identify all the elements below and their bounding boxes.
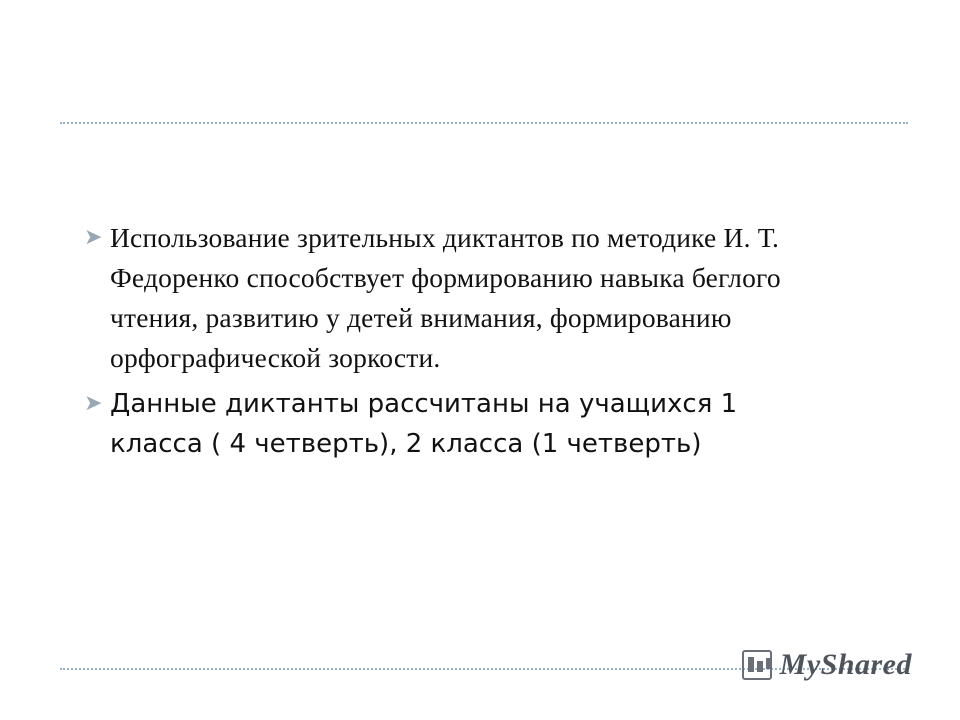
list-item [84,218,884,378]
bullet-arrow-icon: ➤ [84,391,103,416]
list-item [84,384,884,464]
watermark [742,648,912,682]
presentation-chart-icon [742,650,772,680]
list-item-text: Данные диктанты рассчитаны на учащихся 1 класса ( 4 четверть), 2 класса (1 четверть) [110,389,738,459]
watermark-label: MyShared [779,648,912,681]
divider-top [60,122,908,124]
bullet-arrow-icon: ➤ [84,225,103,250]
list-item-text: Использование зрительных диктантов по методике И. Т. Федоренко способствует формированию навыка беглого чтения, развитию у детей внимания, формированию орфографической зоркости. [110,222,781,373]
slide-body [84,218,884,470]
